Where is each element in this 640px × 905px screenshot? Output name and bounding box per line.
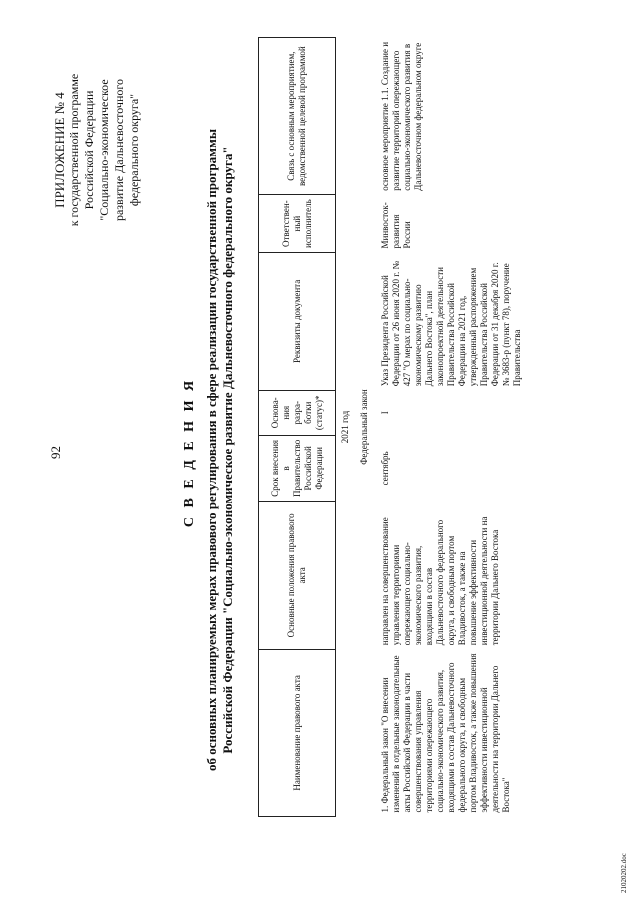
header-link: Связь с основным мероприятием, ведомственной целевой программой <box>259 38 336 195</box>
header-executor: Ответствен-ный исполнитель <box>259 195 336 253</box>
appendix-title: ПРИЛОЖЕНИЕ № 4 <box>52 92 67 208</box>
cell-name <box>374 649 526 816</box>
category-label: Федеральный закон <box>359 389 369 465</box>
category-row <box>355 38 374 817</box>
appendix-line: к государственной программе <box>67 73 81 227</box>
header-provisions: Основные положения правового акта <box>259 501 336 649</box>
appendix-block <box>52 0 142 300</box>
cell-details: Указ Президента Российской Федерации от 26 июня 2020 г. № 427 "О мерах по социально-экономическому развитию Дальнего Востока", план законопроектной деятельности Правительства Российской Федерации на 2021 год, утвержденный распоряжением Правительства Российской Федерации от 31 декабря 2020 г. № 3683-р (пункт 78), поручение Правительства <box>380 260 522 387</box>
header-basis: Основа-ния разра-ботки (статус)* <box>259 390 336 435</box>
document-subtitle <box>204 105 236 795</box>
year-label: 2021 год <box>340 410 350 444</box>
table-row <box>374 38 526 817</box>
table-header-row <box>259 38 336 817</box>
cell-link: основное мероприятие 1.1. Создание и развитие территорий опережающего социально-экономического развития в Дальневосточном федеральном округе <box>380 41 423 191</box>
subtitle-line: Российской Федерации "Социально-экономическое развитие Дальневосточного федерального округа" <box>220 146 235 754</box>
file-name: 21020202.doc <box>620 853 628 893</box>
cell-deadline: сентябрь <box>380 451 390 486</box>
appendix-line: "Социально-экономическое <box>97 79 111 221</box>
appendix-line: развитие Дальневосточного <box>112 78 126 222</box>
year-row <box>336 38 356 817</box>
header-name: Наименование правового акта <box>259 649 336 816</box>
header-details: Реквизиты документа <box>259 252 336 390</box>
cell-basis: I <box>380 411 390 415</box>
row-number: 1. <box>380 805 390 813</box>
page-number: 92 <box>48 446 63 459</box>
header-deadline: Срок внесения в Правительство Российской Федерации <box>259 435 336 501</box>
measures-table <box>258 37 526 817</box>
appendix-line: федерального округа" <box>127 93 141 207</box>
row-name-text: Федеральный закон "О внесении изменений в отдельные законодательные акты Российской Федерации в части совершенствования управления территориями опережающего социально-экономического развития, входящими в состав Дальневосточного федерального округа, и свободным портом Владивосток, а также повышения эффективности инвестиционной деятельности на территории Дальнего Востока" <box>380 653 511 813</box>
cell-executor: Минвосток-развития России <box>380 202 412 249</box>
appendix-line: Российской Федерации <box>82 90 96 210</box>
cell-provisions: направлен на совершенствование управления территориями опережающего социально-экономического развития, входящими в состав Дальневосточного федерального округа, и свободным портом Владивосток, а также на повышение эффективности инвестиционной деятельности на территории Дальнего Востока <box>380 516 500 646</box>
document-title: С В Е Д Е Н И Я <box>182 377 197 528</box>
subtitle-line: об основных планируемых мерах правового регулирования в сфере реализации государственной программы <box>204 128 219 772</box>
